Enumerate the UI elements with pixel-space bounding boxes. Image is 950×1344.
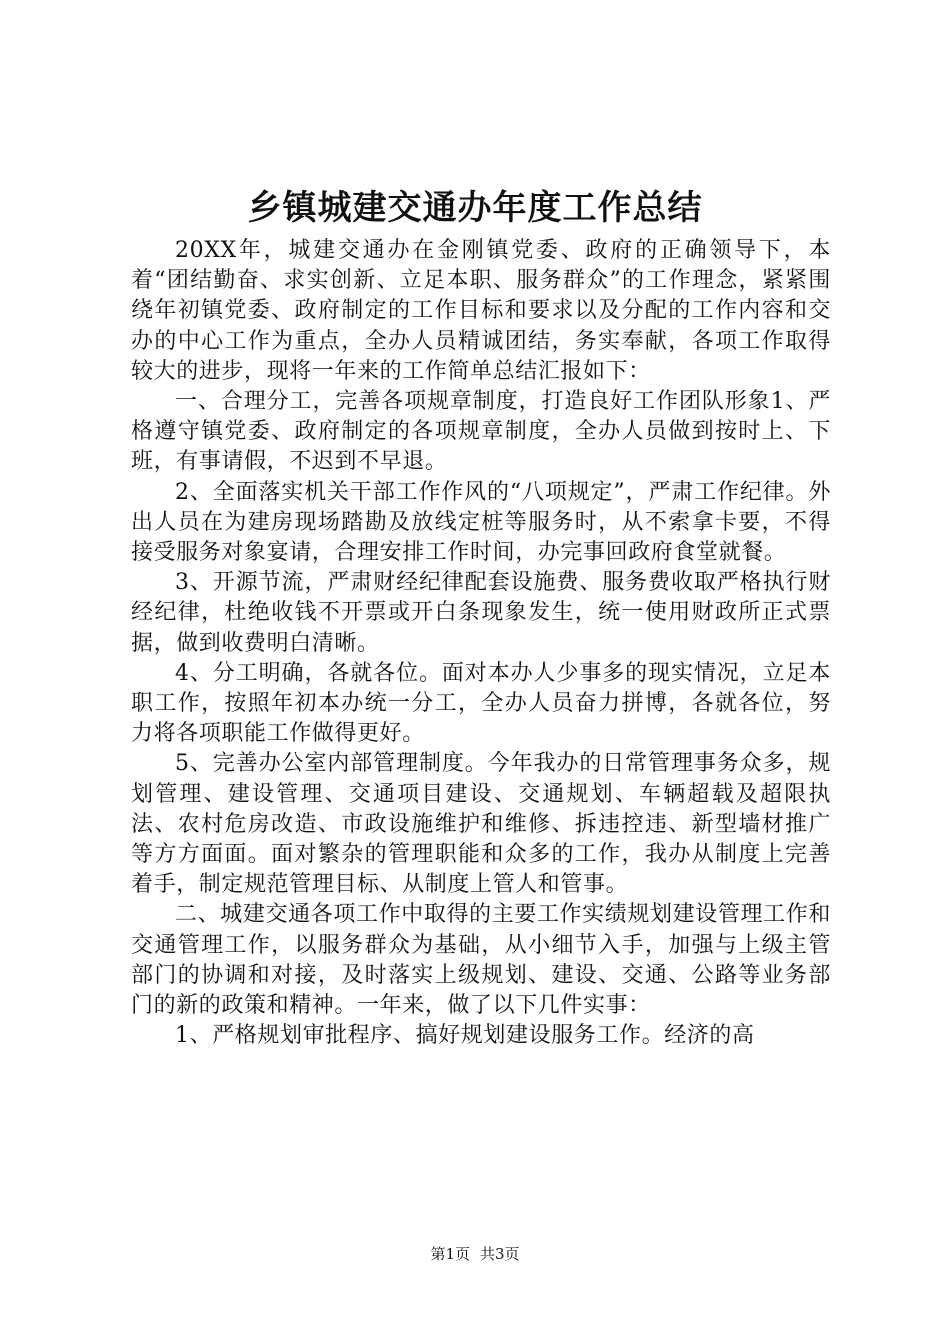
- page-number: 第1页: [430, 1245, 470, 1263]
- paragraph: 3、开源节流，严肃财经纪律配套设施费、服务费收取严格执行财经纪律，杜绝收钱不开票或开白条现象发生，统一使用财政所正式票据，做到收费明白清晰。: [131, 570, 831, 656]
- paragraph: 4、分工明确，各就各位。面对本办人少事多的现实情况，立足本职工作，按照年初本办统一分工，全办人员奋力拼博，各就各位，努力将各项职能工作做得更好。: [131, 660, 831, 747]
- page-footer: [0, 1244, 950, 1264]
- page-total: 共3页: [480, 1245, 520, 1263]
- document-title: 乡镇城建交通办年度工作总结: [247, 188, 703, 228]
- paragraph: 2、全面落实机关干部工作作风的“八项规定”，严肃工作纪律。外出人员在为建房现场踏勘及放线定桩等服务时，从不索拿卡要，不得接受服务对象宴请，合理安排工作时间，办完事回政府食堂就餐。: [131, 479, 831, 566]
- paragraph: 二、城建交通各项工作中取得的主要工作实绩规划建设管理工作和交通管理工作，以服务群众为基础，从小细节入手，加强与上级主管部门的协调和对接，及时落实上级规划、建设、交通、公路等业务部门的新的政策和精神。一年来，做了以下几件实事：: [131, 902, 831, 1019]
- paragraph: 20XX年，城建交通办在金刚镇党委、政府的正确领导下，本着“团结勤奋、求实创新、立足本职、服务群众”的工作理念，紧紧围绕年初镇党委、政府制定的工作目标和要求以及分配的工作内容和交办的中心工作为重点，全办人员精诚团结，务实奉献，各项工作取得较大的进步，现将一年来的工作简单总结汇报如下：: [131, 238, 831, 384]
- paragraph: 1、严格规划审批程序、搞好规划建设服务工作。经济的高: [175, 1023, 755, 1049]
- document-body: [131, 236, 831, 1051]
- paragraph: 一、合理分工，完善各项规章制度，打造良好工作团队形象1、严格遵守镇党委、政府制定的各项规章制度，全办人员做到按时上、下班，有事请假，不迟到不早退。: [131, 389, 831, 475]
- paragraph: 5、完善办公室内部管理制度。今年我办的日常管理事务众多，规划管理、建设管理、交通项目建设、交通规划、车辆超载及超限执法、农村危房改造、市政设施维护和维修、拆违控违、新型墙材推广等方方面面。面对繁杂的管理职能和众多的工作，我办从制度上完善着手，制定规范管理目标、从制度上管人和管事。: [131, 751, 831, 898]
